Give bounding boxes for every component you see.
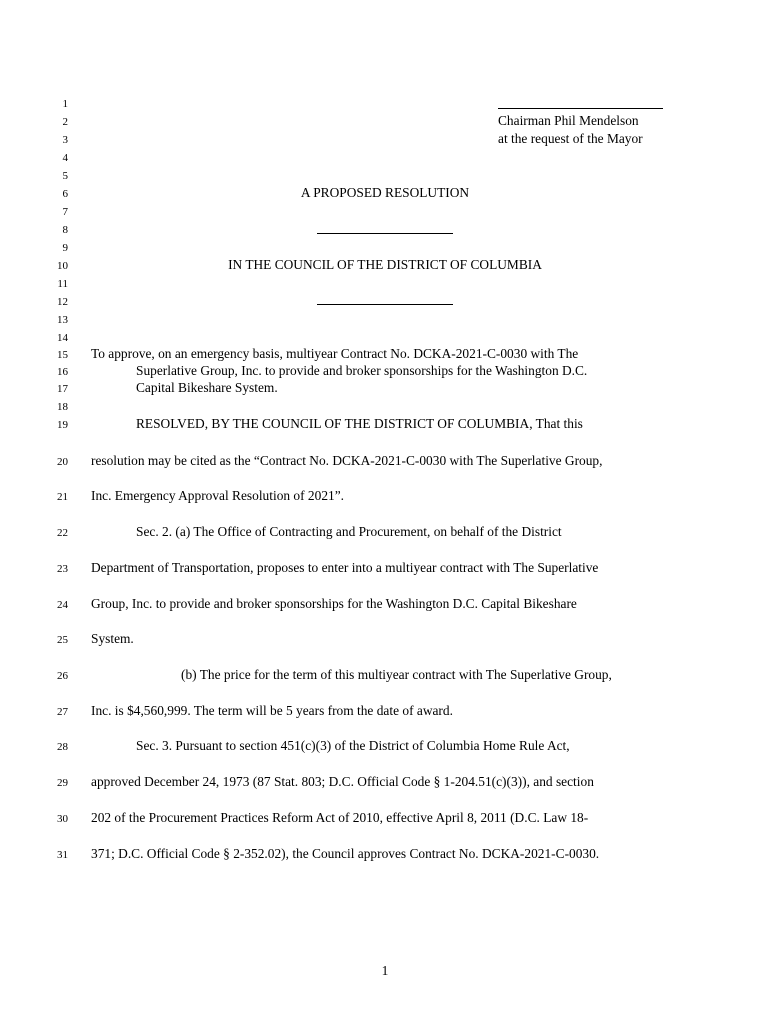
long-title-line: Capital Bikeshare System. [136, 380, 278, 395]
page-number: 1 [381, 963, 389, 978]
line-number: 22 [57, 527, 68, 539]
signature-line [498, 108, 663, 109]
line-number: 16 [57, 366, 68, 378]
body-line: (b) The price for the term of this multiyear contract with The Superlative Group, [181, 667, 612, 682]
line-number: 28 [57, 741, 68, 753]
line-number: 3 [62, 134, 68, 146]
line-number: 21 [57, 491, 68, 503]
sponsor-request: at the request of the Mayor [498, 131, 643, 146]
body-line: Inc. is $4,560,999. The term will be 5 years from the date of award. [91, 703, 453, 718]
line-number: 19 [57, 419, 68, 431]
body-line: Sec. 3. Pursuant to section 451(c)(3) of the District of Columbia Home Rule Act, [136, 738, 570, 753]
line-number: 7 [62, 206, 68, 218]
line-number: 12 [57, 296, 68, 308]
divider-line [317, 304, 453, 305]
long-title-line: To approve, on an emergency basis, multiyear Contract No. DCKA-2021-C-0030 with The [91, 346, 579, 361]
body-line: Inc. Emergency Approval Resolution of 2021”. [91, 488, 345, 503]
line-number: 18 [57, 401, 68, 413]
body-line: Department of Transportation, proposes to enter into a multiyear contract with The Superlative [91, 560, 599, 575]
line-number: 25 [57, 634, 68, 646]
sponsor-name: Chairman Phil Mendelson [498, 113, 639, 128]
body-line: Sec. 2. (a) The Office of Contracting and Procurement, on behalf of the District [136, 524, 562, 539]
line-number: 11 [57, 278, 68, 290]
line-number: 17 [57, 383, 68, 395]
body-line: 202 of the Procurement Practices Reform Act of 2010, effective April 8, 2011 (D.C. Law 18- [91, 810, 589, 825]
body-line: Group, Inc. to provide and broker sponsorships for the Washington D.C. Capital Bikeshare [91, 596, 577, 611]
line-number: 2 [62, 116, 68, 128]
long-title-line: Superlative Group, Inc. to provide and broker sponsorships for the Washington D.C. [136, 363, 588, 378]
line-number: 1 [62, 98, 68, 110]
line-number: 20 [57, 456, 68, 468]
body-line: approved December 24, 1973 (87 Stat. 803; D.C. Official Code § 1-204.51(c)(3)), and section [91, 774, 594, 789]
document-title: A PROPOSED RESOLUTION [300, 185, 470, 200]
line-number: 6 [62, 188, 68, 200]
council-heading: IN THE COUNCIL OF THE DISTRICT OF COLUMBIA [228, 257, 542, 272]
line-number: 5 [62, 170, 68, 182]
line-number: 29 [57, 777, 68, 789]
line-number: 31 [57, 849, 68, 861]
line-number: 13 [57, 314, 68, 326]
body-line: System. [91, 631, 134, 646]
line-number: 27 [57, 706, 68, 718]
line-number: 15 [57, 349, 68, 361]
line-number: 8 [62, 224, 68, 236]
body-line: 371; D.C. Official Code § 2-352.02), the Council approves Contract No. DCKA-2021-C-0030. [91, 846, 600, 861]
line-number: 14 [57, 332, 68, 344]
line-number: 9 [62, 242, 68, 254]
line-number: 24 [57, 599, 68, 611]
line-number: 23 [57, 563, 68, 575]
body-line: resolution may be cited as the “Contract No. DCKA-2021-C-0030 with The Superlative Group, [91, 453, 603, 468]
line-number: 26 [57, 670, 68, 682]
line-number: 4 [62, 152, 68, 164]
body-line: RESOLVED, BY THE COUNCIL OF THE DISTRICT OF COLUMBIA, That this [136, 416, 583, 431]
line-number: 30 [57, 813, 68, 825]
divider-line [317, 233, 453, 234]
line-number: 10 [57, 260, 68, 272]
